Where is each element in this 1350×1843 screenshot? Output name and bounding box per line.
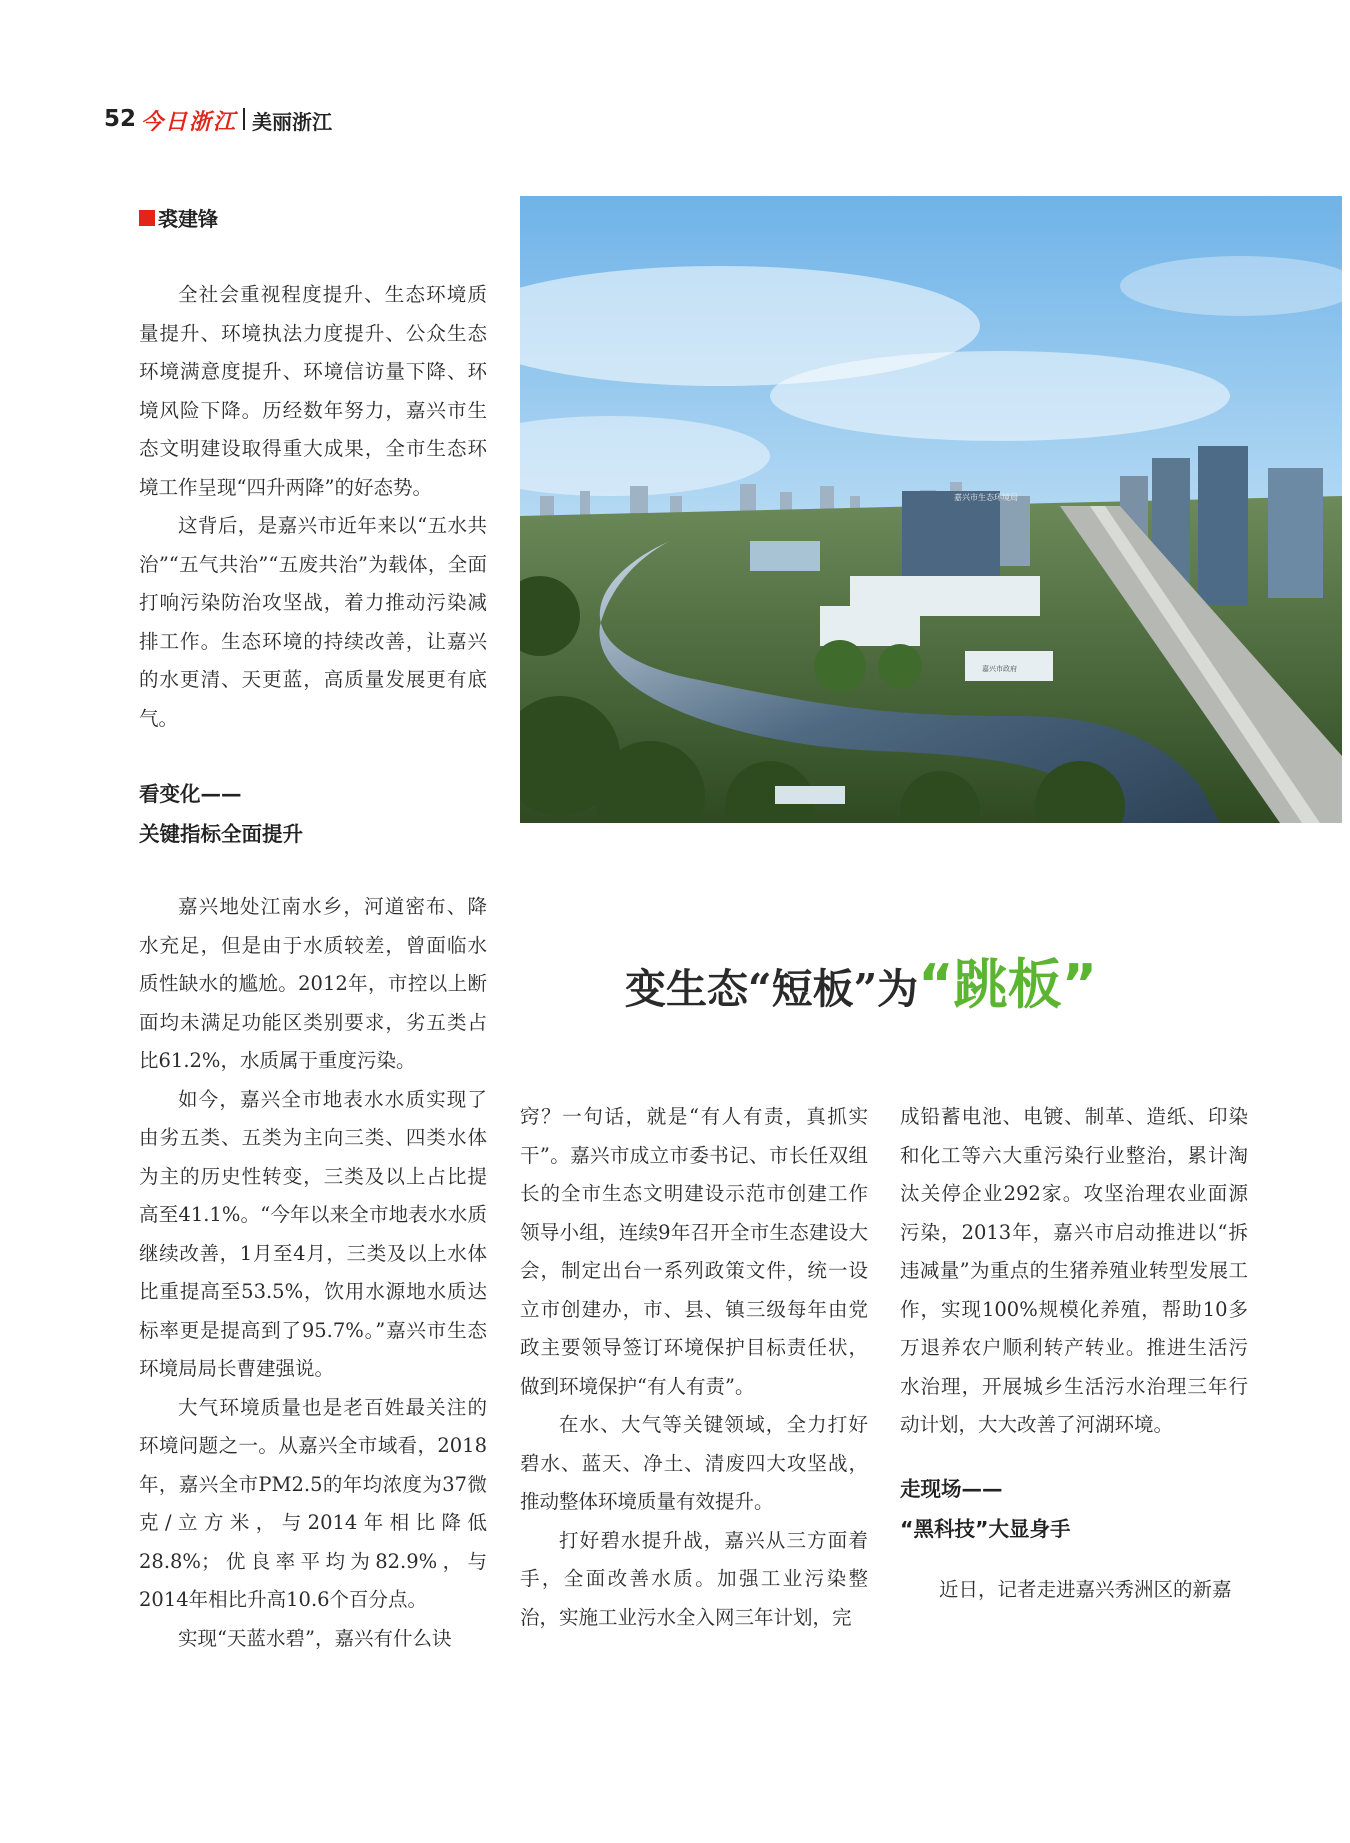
building-sign-2: 嘉兴市政府 — [982, 665, 1017, 673]
subheading-line-1: 走现场—— — [900, 1476, 1003, 1501]
paragraph: 如今，嘉兴全市地表水水质实现了由劣五类、五类为主向三类、四类水体为主的历史性转变，三类及以上占比提高至41.1%。“今年以来全市地表水水质继续改善，1月至4月，三类及以上水体比重提高至53.5%，饮用水源地水质达标率更是提高到了95.7%。”嘉兴市生态环境局局长曹建强说。 — [139, 1087, 487, 1380]
page-number: 52 — [104, 106, 137, 132]
paragraph: 这背后，是嘉兴市近年来以“五水共治”“五气共治”“五废共治”为载体，全面打响污染防治攻坚战，着力推动污染减排工作。生态环境的持续改善，让嘉兴的水更清、天更蓝，高质量发展更有底气。 — [139, 514, 487, 730]
photo-illustration — [520, 196, 1342, 823]
title-main: 变生态“短板”为 — [625, 965, 919, 1013]
header-divider — [243, 108, 245, 130]
paragraph: 成铅蓄电池、电镀、制革、造纸、印染和化工等六大重污染行业整治，累计淘汰关停企业292家。攻坚治理农业面源污染，2013年，嘉兴市启动推进以“拆违减量”为重点的生猪养殖业转型发展工作，实现100%规模化养殖，帮助10多万退养农户顺利转产转业。推进生活污水治理，开展城乡生活污水治理三年行动计划，大大改善了河湖环境。 — [900, 1105, 1248, 1436]
author-name: 裘建锋 — [158, 207, 218, 231]
article-title — [625, 942, 1097, 1019]
subheading-line-2: 关键指标全面提升 — [139, 822, 303, 846]
paragraph: 打好碧水提升战，嘉兴从三方面着手，全面改善水质。加强工业污染整治，实施工业污水全入网三年计划，完 — [520, 1528, 868, 1629]
paragraph: 实现“天蓝水碧”，嘉兴有什么诀 — [178, 1626, 452, 1650]
column-1-bottom — [139, 888, 487, 1658]
paragraph: 嘉兴地处江南水乡，河道密布、降水充足，但是由于水质较差，曾面临水质性缺水的尴尬。2012年，市控以上断面均未满足功能区类别要求，劣五类占比61.2%，水质属于重度污染。 — [139, 895, 487, 1072]
column-1-top — [139, 276, 487, 854]
paragraph: 全社会重视程度提升、生态环境质量提升、环境执法力度提升、公众生态环境满意度提升、环境信访量下降、环境风险下降。历经数年努力，嘉兴市生态文明建设取得重大成果，全市生态环境工作呈现“四升两降”的好态势。 — [139, 283, 487, 499]
paragraph: 在水、大气等关键领域，全力打好碧水、蓝天、净土、清废四大攻坚战，推动整体环境质量有效提升。 — [520, 1413, 868, 1513]
title-accent: “跳板” — [918, 953, 1098, 1016]
paragraph: 大气环境质量也是老百姓最关注的环境问题之一。从嘉兴全市域看，2018年，嘉兴全市PM2.5的年均浓度为37微克/立方米，与2014年相比降低28.8%；优良率平均为82.9%，与2014年相比升高10.6个百分点。 — [139, 1395, 487, 1611]
paragraph: 近日，记者走进嘉兴秀洲区的新嘉 — [939, 1577, 1232, 1601]
subheading-line-1: 看变化—— — [139, 782, 242, 806]
building-sign-1: 嘉兴市生态环境局 — [954, 493, 1018, 502]
magazine-logo: 今日浙江 — [141, 109, 238, 135]
paragraph: 窍？一句话，就是“有人有责，真抓实干”。嘉兴市成立市委书记、市长任双组长的全市生态文明建设示范市创建工作领导小组，连续9年召开全市生态建设大会，制定出台一系列政策文件，统一设立市创建办，市、县、镇三级每年由党政主要领导签订环境保护目标责任状，做到环境保护“有人有责”。 — [520, 1105, 868, 1398]
subheading-line-2: “黑科技”大显身手 — [900, 1516, 1071, 1541]
column-2 — [520, 1098, 868, 1637]
section-name: 美丽浙江 — [252, 110, 332, 134]
column-3 — [900, 1098, 1248, 1609]
byline-marker-icon — [139, 210, 155, 226]
byline — [139, 203, 218, 232]
city-river-photo — [520, 196, 1342, 823]
